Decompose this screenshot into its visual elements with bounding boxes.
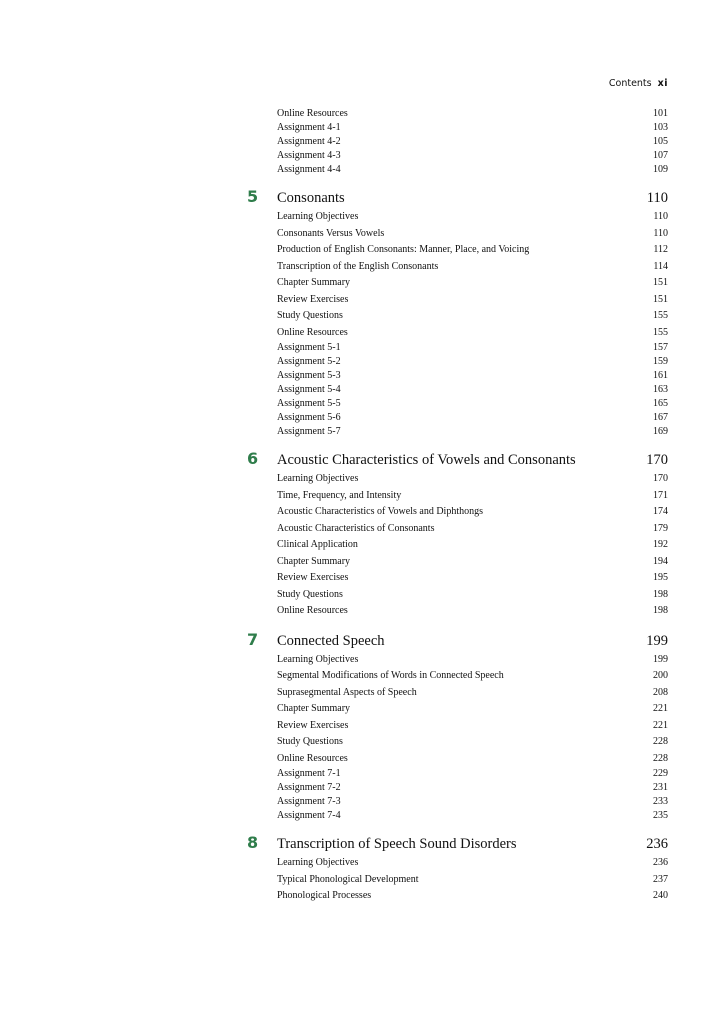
toc-entry[interactable] xyxy=(247,701,668,718)
toc-entry-page: 107 xyxy=(653,150,668,161)
toc-entry[interactable] xyxy=(247,226,668,243)
toc-entry[interactable] xyxy=(247,781,668,795)
toc-entry-title: Assignment 5-4 xyxy=(277,384,341,395)
toc-entry-page: 110 xyxy=(653,227,668,239)
chapter-heading[interactable] xyxy=(247,630,668,650)
chapter-number: 6 xyxy=(247,449,259,468)
toc-entry-page: 229 xyxy=(653,768,668,779)
toc-entry-page: 174 xyxy=(653,506,668,517)
toc-entry-title: Clinical Application xyxy=(277,539,358,550)
toc-entry[interactable] xyxy=(247,369,668,383)
toc-entry[interactable] xyxy=(247,537,668,554)
toc-entry-page: 233 xyxy=(653,796,668,807)
chapter-title: Consonants xyxy=(277,190,345,206)
toc-entry[interactable] xyxy=(247,471,668,488)
chapter-number: 8 xyxy=(247,833,259,852)
toc-entry[interactable] xyxy=(247,411,668,425)
toc-entry-title: Assignment 5-1 xyxy=(277,342,341,353)
toc-entry[interactable] xyxy=(247,603,668,620)
toc-entry[interactable] xyxy=(247,872,668,889)
toc-entry-page: 155 xyxy=(653,326,668,338)
toc-entry[interactable] xyxy=(247,308,668,325)
toc-entry[interactable] xyxy=(247,751,668,768)
table-of-contents xyxy=(247,107,668,905)
toc-entry-title: Assignment 5-6 xyxy=(277,412,341,423)
toc-entry-page: 114 xyxy=(653,260,668,272)
toc-entry-title: Online Resources xyxy=(277,605,348,616)
toc-entry[interactable] xyxy=(247,292,668,309)
toc-entry-title: Assignment 7-2 xyxy=(277,782,341,793)
toc-entry[interactable] xyxy=(247,809,668,823)
toc-entry[interactable] xyxy=(247,668,668,685)
chapter-title: Acoustic Characteristics of Vowels and Consonants xyxy=(277,452,576,468)
toc-entry-title: Learning Objectives xyxy=(277,653,359,665)
chapter-number: 5 xyxy=(247,187,259,206)
toc-entry-title: Assignment 4-4 xyxy=(277,164,341,175)
toc-entry[interactable] xyxy=(247,209,668,226)
toc-entry-title: Study Questions xyxy=(277,588,343,600)
toc-entry-title: Online Resources xyxy=(277,752,348,764)
toc-entry[interactable] xyxy=(247,855,668,872)
toc-entry-page: 165 xyxy=(653,398,668,409)
toc-entry[interactable] xyxy=(247,107,668,121)
toc-entry-title: Acoustic Characteristics of Consonants xyxy=(277,522,435,534)
toc-entry-page: 167 xyxy=(653,412,668,423)
toc-entry-page: 221 xyxy=(653,719,668,731)
toc-entry[interactable] xyxy=(247,504,668,521)
toc-entry[interactable] xyxy=(247,242,668,259)
toc-entry-title: Assignment 5-2 xyxy=(277,356,341,367)
toc-entry[interactable] xyxy=(247,325,668,342)
toc-entry-page: 194 xyxy=(653,555,668,567)
toc-entry[interactable] xyxy=(247,135,668,149)
toc-entry-title: Acoustic Characteristics of Vowels and Diphthongs xyxy=(277,506,483,517)
chapter-page: 236 xyxy=(646,836,668,852)
chapter-heading[interactable] xyxy=(247,449,668,469)
toc-entry-page: 169 xyxy=(653,426,668,437)
toc-entry-page: 199 xyxy=(653,653,668,665)
toc-entry[interactable] xyxy=(247,355,668,369)
toc-entry-page: 105 xyxy=(653,136,668,147)
toc-entry-title: Review Exercises xyxy=(277,719,349,731)
toc-entry-title: Chapter Summary xyxy=(277,703,351,714)
running-head-label: Contents xyxy=(608,78,652,89)
toc-entry-title: Online Resources xyxy=(277,108,348,119)
toc-entry-title: Assignment 4-3 xyxy=(277,150,341,161)
toc-entry-title: Learning Objectives xyxy=(277,473,359,484)
toc-entry-page: 171 xyxy=(653,489,668,501)
chapter-page: 170 xyxy=(646,452,668,468)
toc-entry[interactable] xyxy=(247,795,668,809)
toc-entry[interactable] xyxy=(247,341,668,355)
toc-entry[interactable] xyxy=(247,652,668,669)
chapter-heading[interactable] xyxy=(247,833,668,853)
chapter-page: 199 xyxy=(646,632,668,649)
toc-entry-title: Assignment 7-4 xyxy=(277,810,341,821)
toc-entry-page: 163 xyxy=(653,384,668,395)
running-head xyxy=(609,78,668,89)
toc-entry[interactable] xyxy=(247,425,668,439)
toc-entry-title: Learning Objectives xyxy=(277,857,359,868)
toc-entry[interactable] xyxy=(247,121,668,135)
toc-entry-title: Study Questions xyxy=(277,310,343,321)
chapter-title: Connected Speech xyxy=(277,632,385,649)
toc-entry-page: 159 xyxy=(653,356,668,367)
toc-entry[interactable] xyxy=(247,488,668,505)
toc-entry-title: Assignment 7-3 xyxy=(277,796,341,807)
toc-entry-title: Learning Objectives xyxy=(277,211,359,222)
toc-entry-page: 192 xyxy=(653,539,668,550)
toc-entry-title: Chapter Summary xyxy=(277,277,351,288)
toc-entry-page: 240 xyxy=(653,890,668,901)
toc-entry-page: 170 xyxy=(653,473,668,484)
toc-entry-page: 235 xyxy=(653,810,668,821)
toc-entry-page: 200 xyxy=(653,670,668,681)
toc-entry-title: Review Exercises xyxy=(277,572,349,583)
toc-entry-title: Assignment 4-2 xyxy=(277,136,341,147)
toc-entry[interactable] xyxy=(247,767,668,781)
toc-entry-title: Typical Phonological Development xyxy=(277,873,419,885)
toc-entry-page: 157 xyxy=(653,342,668,353)
chapter-number: 7 xyxy=(247,629,259,649)
toc-entry-page: 161 xyxy=(653,370,668,381)
toc-entry-title: Suprasegmental Aspects of Speech xyxy=(277,686,417,698)
toc-entry-title: Assignment 5-7 xyxy=(277,426,341,437)
toc-entry-page: 103 xyxy=(653,122,668,133)
toc-entry-title: Assignment 4-1 xyxy=(277,122,341,133)
toc-entry-title: Segmental Modifications of Words in Connected Speech xyxy=(277,670,504,681)
chapter-page: 110 xyxy=(646,190,668,206)
toc-entry[interactable] xyxy=(247,163,668,177)
chapter-title: Transcription of Speech Sound Disorders xyxy=(277,836,517,852)
toc-entry-page: 151 xyxy=(653,277,668,288)
toc-entry[interactable] xyxy=(247,554,668,571)
toc-entry-title: Review Exercises xyxy=(277,293,349,305)
toc-entry-page: 195 xyxy=(653,572,668,583)
toc-entry-page: 231 xyxy=(653,782,668,793)
toc-entry[interactable] xyxy=(247,397,668,411)
toc-entry-title: Production of English Consonants: Manner, Place, and Voicing xyxy=(277,244,530,255)
toc-entry-page: 151 xyxy=(653,293,668,305)
toc-entry[interactable] xyxy=(247,259,668,276)
toc-entry[interactable] xyxy=(247,685,668,702)
toc-entry-title: Online Resources xyxy=(277,326,348,338)
toc-entry-title: Phonological Processes xyxy=(277,890,372,901)
toc-entry-page: 110 xyxy=(653,211,668,222)
toc-entry[interactable] xyxy=(247,734,668,751)
toc-entry[interactable] xyxy=(247,149,668,163)
toc-entry-page: 228 xyxy=(653,752,668,764)
toc-entry-title: Transcription of the English Consonants xyxy=(277,260,439,272)
toc-entry[interactable] xyxy=(247,275,668,292)
toc-entry-page: 208 xyxy=(653,686,668,698)
toc-entry-page: 155 xyxy=(653,310,668,321)
toc-entry-title: Study Questions xyxy=(277,736,343,747)
toc-entry[interactable] xyxy=(247,383,668,397)
toc-entry-title: Time, Frequency, and Intensity xyxy=(277,489,402,501)
toc-entry-page: 109 xyxy=(653,164,668,175)
toc-entry-title: Chapter Summary xyxy=(277,555,351,567)
toc-entry[interactable] xyxy=(247,570,668,587)
toc-entry[interactable] xyxy=(247,888,668,905)
page-number: xi xyxy=(657,78,668,89)
toc-entry-title: Assignment 7-1 xyxy=(277,768,341,779)
toc-entry-title: Assignment 5-5 xyxy=(277,398,341,409)
toc-entry-page: 236 xyxy=(653,857,668,868)
toc-entry-page: 179 xyxy=(653,522,668,534)
toc-entry-page: 228 xyxy=(653,736,668,747)
toc-entry[interactable] xyxy=(247,718,668,735)
toc-entry[interactable] xyxy=(247,587,668,604)
toc-entry-page: 237 xyxy=(653,873,668,885)
toc-entry-page: 112 xyxy=(653,244,668,255)
toc-entry[interactable] xyxy=(247,521,668,538)
chapter-heading[interactable] xyxy=(247,187,668,207)
toc-entry-page: 198 xyxy=(653,588,668,600)
toc-entry-title: Consonants Versus Vowels xyxy=(277,227,385,239)
toc-entry-page: 221 xyxy=(653,703,668,714)
toc-entry-title: Assignment 5-3 xyxy=(277,370,341,381)
toc-entry-page: 198 xyxy=(653,605,668,616)
toc-entry-page: 101 xyxy=(653,108,668,119)
